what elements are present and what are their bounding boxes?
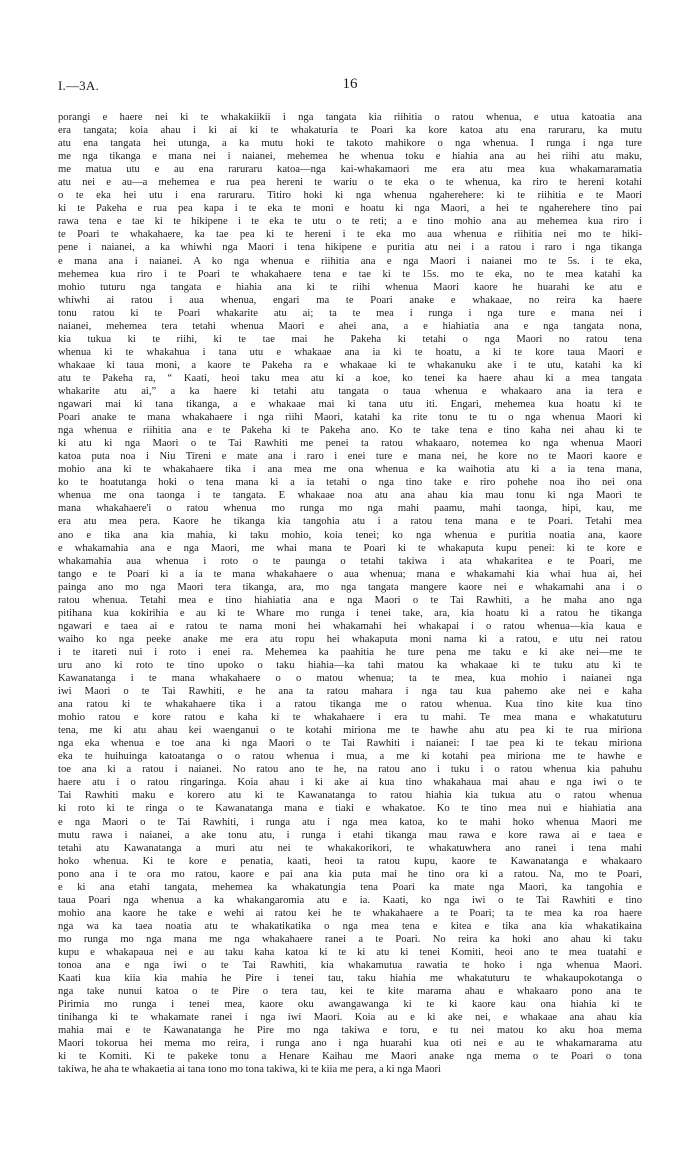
text-line: kia tukua ki te riihi, ki te tae mai he Pakeha ki tetahi o nga Maori no ratou tena [58, 333, 642, 345]
text-line: atu nei e au—a mehemea e rua pea hereni te wariu o te eka o te whenua, ka riro te hereni kotahi [58, 177, 642, 189]
text-line: eka te huihuinga katoatanga o o ratou whenua i mua, a me ki kotahi pea miriona me te hawhe e [58, 751, 642, 763]
text-line: atu ena tangata hei utunga, a ka mutu hoki te takoto mahikore o nga whenua. I runga i nga ture [58, 138, 642, 150]
text-line: ki te Pakeha e rua pea kapa i te eka te moni e hoatu ki nga Maori, a hei te ngaherehere tino pai [58, 203, 642, 215]
text-line: mohio ratou e kore ratou e kaha ki te whakahaere i era tu mahi. Te mea mana e whakatuturu [58, 712, 642, 724]
text-line: ana ratou ki te whakahaere tika i a ratou tikanga me o ratou whenua. Kua tino kite kua tino [58, 699, 642, 711]
text-line: whiwhi ai ratou i aua whenua, engari ma te Poari anake e whakaae, no reira ka haere [58, 294, 642, 306]
text-line: me matua utu e au ena raruraru katoa—nga kai-whakamaori me era atu mea kua whakamaramatia [58, 164, 642, 176]
text-line: era tangata; koia ahau i ki ai ki te whakaturia te Poari ka kore katoa atu ena raruraru, ka mutu [58, 125, 642, 137]
text-line: era atu mea pera. Kaore he tikanga kia tangohia atu i a ratou tena mana e te Poari. Tetahi mea [58, 516, 642, 528]
text-line: takiwa, he aha te whakaetia ai tana tono mo tona takiwa, ki te kiia me pera, a ki nga Maori [58, 1064, 441, 1076]
text-line: whenua me ona taonga i te tangata. E whakaae noa atu ana ahau kia mau tonu ki nga Maori te [58, 490, 642, 502]
text-line: e whakamahia ana e nga Maori, me whai mana te Poari ki te whakaputa kupu penei: ki te kore e [58, 542, 642, 554]
text-line: mohio tuturu nga tangata e hiahia ana ki te riihi whenua Maori kaore he huarahi ke atu e [58, 281, 642, 293]
text-line: e mana ana i naianei. A ko nga whenua e riihitia ana e nga Maori i naianei mo te 5s. i te eka, [58, 255, 642, 267]
text-line: nga whenua e riihitia ana e te Pakeha ki te Pakeha ano. Ko te take tena e tino kaha nei ahau ki te [58, 425, 642, 437]
text-line: porangi e haere nei ki te whakakiikii i nga tangata kia riihitia o ratou whenua, e utua katoatia ana [58, 112, 642, 123]
text-line: mohio ana ki te whakahaere tika i ana mea me ona whenua e ka waihotia atu ki a ia tena mana, [58, 464, 642, 476]
text-line: naianei, mehemea tera tetahi whenua Maori e ahei ana, a e hiahiatia ana e nga tangata nona, [58, 320, 642, 332]
text-line: ki roto ki te ringa o te Kawanatanga mana e tiaki e whakatoe. Ko te tino mea nui e hiahiatia ana [58, 803, 642, 815]
text-line: mana whakahaere'i o ratou whenua mo runga mo nga mahi paamu, mahi taonga, hipi, kau, me [58, 503, 642, 515]
text-line: ratou whenua. Tetahi mea e tino hiahiatia ana e nga Maori o te Tai Rawhiti, a he maha ano nga [58, 594, 642, 606]
text-line: mutu rawa i naianei, a ake tonu atu, i runga i etahi tikanga mau rawa e kore rawa ai e taea e [58, 829, 642, 841]
text-line: whakamahia aua whenua i roto o te paunga o tetahi takiwa i ata whakaritea e te Poari, me [58, 555, 642, 567]
text-line: mehemea kua riro i te Poari te whakahaere tena e tae ki te 15s. mo te eka, no te mea katahi ka [58, 268, 642, 280]
text-line: nga eka whenua e toe ana ki nga Maori o te Tai Rawhiti i naianei: I tae pea ki te tekau miriona [58, 738, 642, 750]
text-line: e nga Maori o te Tai Rawhiti, i runga atu i nga mea katoa, ko te mahi hoko whenua Maori me [58, 816, 642, 828]
text-line: mo runga mo nga mana me nga whakahaere ranei a te Poari. No reira ka hoki ano ahau ki taku [58, 933, 642, 945]
text-line: Maori tokorua hei mema mo reira, i runga ano i nga huarahi kua oti nei e au te whakamarama atu [58, 1038, 642, 1050]
text-line: tonu ratou ki te Poari whakarite atu ai; ta te mea i runga i nga ture e mana nei i [58, 307, 642, 319]
text-line: tetahi atu Kawanatanga a muri atu nei te whakakorikori, te whakatuwhera ano ranei i tena mahi [58, 842, 642, 854]
text-line: atu te Pakeha ra, “ Kaati, heoi taku mea atu ki a koe, ko tenei ka haere ahau ki a mea tangata [58, 372, 642, 384]
text-line: ngawari mai ki tana tikanga, a e whakaae mai ki tana utu iti. Engari, mehemea kua hoatu ki te [58, 399, 642, 411]
text-line: kupu e whakapaua nei e au taku kaha katoa ki te ki atu ki tenei Komiti, heoi ano te mea tuatahi e [58, 947, 642, 958]
text-line: ki atu ki nga Maori o te Tai Rawhiti me penei ta ratou whakaaro, notemea ko nga whenua Maori [58, 438, 642, 450]
text-line: te Poari te whakahaere, ka tae pea ki te hereni i te eka mo aua whenua e riihitia nei mo te hiki- [58, 229, 642, 241]
text-line: hoko whenua. Ki te kore e penatia, kaati, heoi ta ratou kupu, kaore te Kawanatanga e whakaaro [58, 855, 642, 867]
page-number: 16 [342, 76, 358, 92]
text-line: painga ano mo nga Maori tera tikanga, ara, mo nga tangata mangere kaore nei e whakamahi ana i o [58, 581, 642, 593]
text-line: Tai Rawhiti maku e korero atu ki te Kawanatanga to ratou hiahia kia tukua atu o ratou whenua [58, 790, 642, 802]
text-line: Poari anake te mana whakahaere i nga riihi Maori, katahi ka rite tonu te tu o nga whenua Maori ki [58, 412, 642, 424]
text-line: nga wa ka taea noatia atu te whakatikatika o nga mea tena e kitea e tika ana kia whakatikaina [58, 920, 642, 932]
text-line: tonoa ana e nga iwi o te Tai Rawhiti, kia whakamutua rawatia te hoko i nga whenua Maori. [58, 960, 642, 972]
text-line: whakarite atu ai,” a ka haere ki tetahi atu tangata o taua whenua e whakaaro ana ia tera e [58, 385, 642, 397]
text-line: ngawari e taea ai e ratou te nama moni hei whakamahi hei whakapai i o ratou whenua—kia kaua e [58, 620, 642, 632]
text-line: mohio ana kaore he take e wehi ai ratou kei he te whakahaere a te Poari; ta te mea ka roa haere [58, 907, 642, 919]
text-line: haere atu i o ratou ringaringa. Koia ahau i ki ake ai kua tino whakahaua mai ahau e nga iwi o te [58, 777, 642, 789]
text-line: waiho ko nga peeke anake me era atu ropu hei whakaputa moni nama ki a ratou, e utu nei ratou [58, 633, 642, 645]
text-line: nga take nunui katoa o te Pire o tera tau, kei te kite marama ahau e whakaaro pono ana te [58, 986, 642, 998]
page-header [58, 78, 642, 98]
text-line: o te eka hei utu i ena raruraru. Titiro hoki ki nga whenua ngaherehere: ki te riihitia e te Maori [58, 190, 642, 202]
text-line: pono ana i te ora mo ratou, kaore e pai ana kia puta mai he tino ora ki a ratou. Na, mo te Poari, [58, 868, 642, 880]
text-line: tango e te Poari ki a ia te mana whakahaere o aua whenua; mana e whakamahi kia whai hua ai, hei [58, 568, 642, 580]
text-line: tena, me ki atu ahau kei waenganui o te kotahi miriona me te hawhe ahu atu pea ki te rua miriona [58, 725, 642, 737]
text-line: Pirimia mo runga i tenei mea, kaore oku awangawanga ki te ki kaore kau ona hiahia ki te [58, 999, 642, 1011]
text-line: ki te Komiti. Ki te pakeke tonu a Henare Kaihau me Maori anake nga mema o te Poari o tona [58, 1051, 642, 1063]
text-line: whakaae ki taua moni, a kaore te Pakeha ra e whakaae ki te whakanuku ake i te utu, katahi ka ki [58, 359, 642, 371]
text-line: uru ano ki roto te tino upoko o taku hiahia—ka tahi matou ka whakaae ki te tuku atu ki te [58, 659, 642, 671]
text-line: i te itareti nui i roto i enei ra. Mehemea ka paahitia he ture pena me taku e ki ake nei—me te [58, 646, 642, 658]
text-line: taua Poari nga whenua a ka whakangaromia atu e ia. Kaati, ko nga iwi o te Tai Rawhiti e tino [58, 894, 642, 906]
text-line: iwi Maori o te Tai Rawhiti, e he ana ta ratou mahara i nga tau kua pahemo ake nei e kaha [58, 686, 642, 698]
text-line: whenua ki te whakahua i tana utu e whakaae ana ia ki te hoatu, a ki te kore taua Maori e [58, 346, 642, 358]
body-text [58, 111, 642, 1076]
text-line: katoa puta noa i Niu Tireni e mate ana i raro i enei ture e mana nei, he kore no te Maori kaore e [58, 451, 642, 463]
text-line: ko te hoatutanga hoki o tena mana ki a ia tetahi o nga tino take e riro pohehe noa iho nei ona [58, 477, 642, 489]
text-line: tinihanga ki te whakamate ranei i nga iwi Maori. Koia au e ki ake nei, e whakaae ana ahau kia [58, 1012, 642, 1024]
text-line: rawa tena e tae ki te hikipene i te eka te utu o te reti; a e tino mohio ana au mehemea kua riro i [58, 216, 642, 228]
text-line: toe ana ki a ratou i naianei. No ratou ano te he, na ratou ano i tuku i o ratou whenua kia pahuhu [58, 764, 642, 776]
text-line: pene i naianei, a ka whiwhi nga Maori i tena hikipene e puritia atu nei i a ratou i raro i nga tikanga [58, 242, 642, 254]
document-reference: I.—3A. [58, 78, 99, 93]
text-line: e ki ana etahi tangata, mehemea ka whakatungia tena Poari ka mate nga Maori, ka tangohia e [58, 881, 642, 893]
text-line: ano e tika ana kia mahia, ki taku mohio, koia tenei; ko nga whenua e puritia noatia ana, kaore [58, 529, 642, 541]
text-line: mahia mai e te Kawanatanga he Pire mo nga takiwa e toru, e tu nei matou ko aku hoa mema [58, 1025, 642, 1037]
text-line: me nga tikanga e mana nei i naianei, mehemea he whenua toku e hiahia ana au hei riihi atu maku, [58, 151, 642, 163]
text-line: Kaati kua kiia kia mahia he Pire i tenei tau, taku hiahia me whakatuturu te whakaupokotanga o [58, 973, 642, 985]
text-line: Kawanatanga i te mana whakahaere o o matou whenua; ta te mea, kua mohio i naianei nga [58, 673, 642, 685]
text-line: pitihana kua kokirihia e au ki te Whare mo runga i tenei take, ara, kia hoatu ki a ratou he tikanga [58, 607, 642, 619]
